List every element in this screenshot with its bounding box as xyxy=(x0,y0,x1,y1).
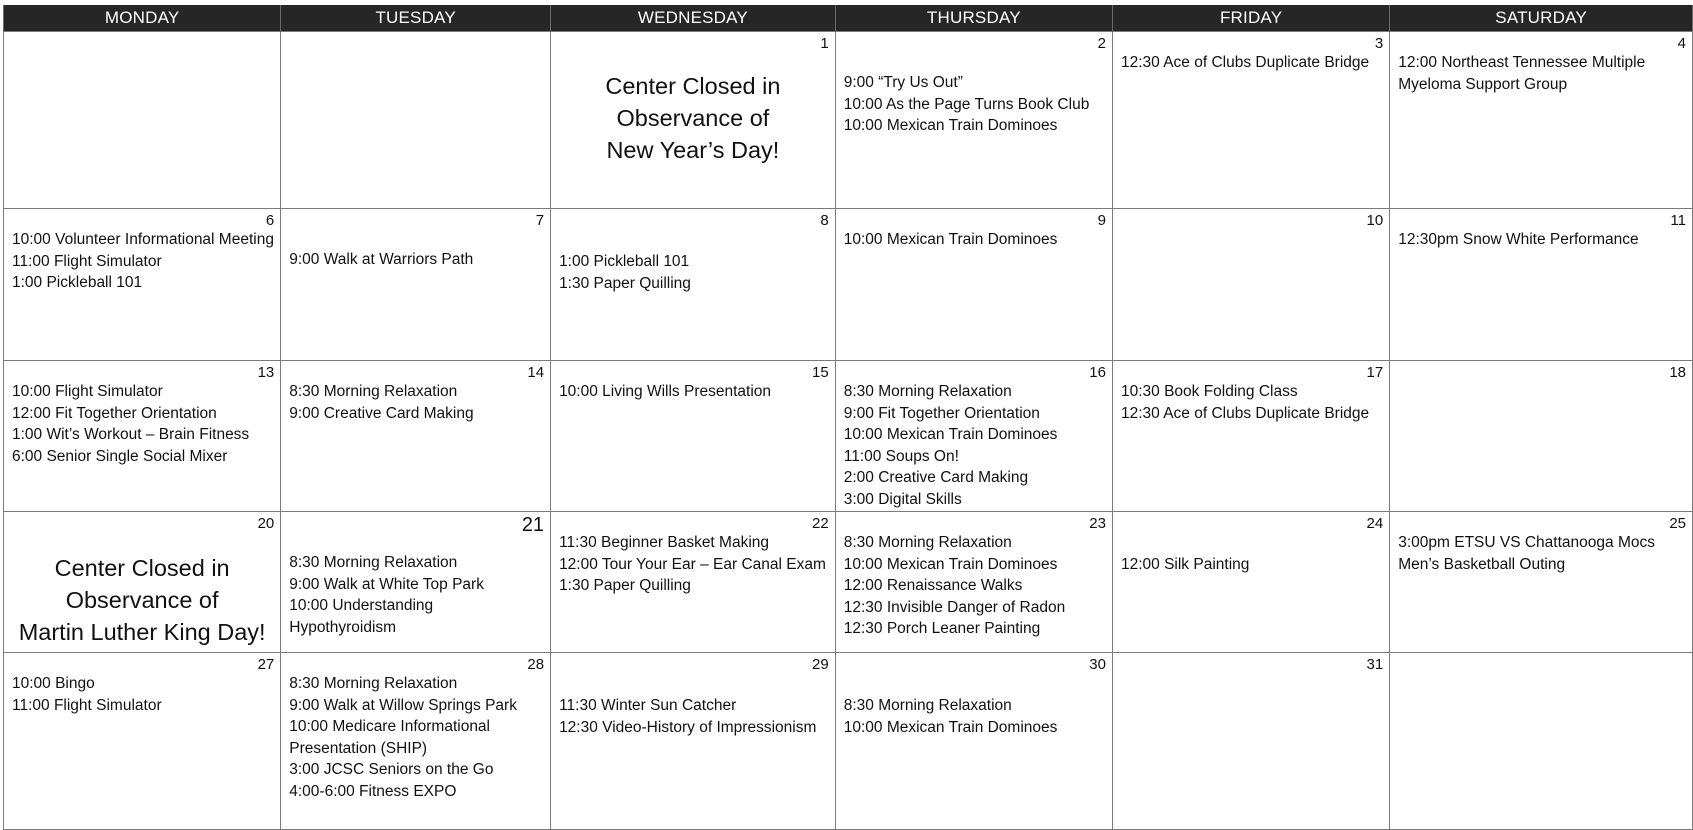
event-item: 11:00 Flight Simulator xyxy=(12,252,162,270)
event-item: 10:30 Book Folding Class xyxy=(1120,383,1298,400)
event-list xyxy=(281,32,550,52)
event-item: 3:00 JCSC Seniors on the Go xyxy=(289,761,494,778)
event-list xyxy=(1113,209,1389,229)
event-item: 9:00 Walk at White Top Park xyxy=(289,575,484,593)
day-cell-tuesday xyxy=(281,512,551,653)
day-cell-monday xyxy=(4,512,281,653)
event-list xyxy=(551,361,835,403)
day-cell-saturday xyxy=(1390,512,1693,653)
event-item: 8:30 Morning Relaxation xyxy=(289,383,458,400)
event-list xyxy=(1113,512,1389,576)
week-row xyxy=(4,512,1693,653)
weekday-header-row xyxy=(4,5,1693,32)
day-cell-thursday xyxy=(835,653,1112,830)
day-number: 6 xyxy=(265,212,275,229)
event-list xyxy=(1390,32,1692,95)
event-list xyxy=(836,361,1112,510)
event-item: 10:00 Volunteer Informational Meeting xyxy=(12,231,274,248)
event-item: 8:30 Morning Relaxation xyxy=(289,554,458,571)
day-cell-monday xyxy=(4,361,281,512)
day-number: 22 xyxy=(812,515,829,532)
closure-notice-line: Center Closed in xyxy=(54,555,230,581)
day-cell-thursday xyxy=(835,209,1112,361)
event-item: 10:00 Understanding Hypothyroidism xyxy=(289,597,434,636)
day-number: 28 xyxy=(527,656,545,673)
day-number: 4 xyxy=(1677,35,1686,52)
event-item: 11:00 Soups On! xyxy=(843,447,959,465)
day-number: 23 xyxy=(1089,515,1106,532)
event-list xyxy=(1390,653,1692,673)
closure-notice-line: Center Closed in xyxy=(605,73,781,99)
event-item: 11:00 Flight Simulator xyxy=(12,696,162,714)
event-item: 12:30 Ace of Clubs Duplicate Bridge xyxy=(1120,404,1370,422)
day-number: 17 xyxy=(1366,364,1384,381)
day-cell-friday xyxy=(1112,361,1389,512)
event-item: 9:00 “Try Us Out” xyxy=(843,74,963,91)
day-cell-thursday xyxy=(835,32,1112,209)
event-list xyxy=(551,209,835,294)
event-list xyxy=(1113,361,1389,424)
closure-notice-line: Martin Luther King Day! xyxy=(18,619,266,645)
closure-notice-line: New Year’s Day! xyxy=(606,137,780,163)
event-list xyxy=(4,653,280,716)
day-cell-monday xyxy=(4,209,281,361)
event-item: 12:30 Porch Leaner Painting xyxy=(843,620,1041,637)
event-item: 3:00pm ETSU VS Chattanooga Mocs Men’s Basketball Outing xyxy=(1398,534,1655,573)
week-row xyxy=(4,32,1693,209)
calendar xyxy=(3,5,1693,830)
day-cell-tuesday xyxy=(281,361,551,512)
event-item: 8:30 Morning Relaxation xyxy=(843,383,1012,400)
day-number: 20 xyxy=(257,515,275,532)
closure-notice-line: Observance of xyxy=(616,105,770,131)
day-cell-wednesday xyxy=(551,653,836,830)
day-cell-thursday xyxy=(835,512,1112,653)
event-list xyxy=(281,653,550,802)
event-list xyxy=(551,512,835,597)
event-item: 6:00 Senior Single Social Mixer xyxy=(12,447,228,465)
event-item: 1:00 Wit’s Workout – Brain Fitness xyxy=(12,426,250,443)
event-list xyxy=(836,32,1112,137)
event-item: 10:00 Mexican Train Dominoes xyxy=(843,718,1058,736)
day-cell-friday xyxy=(1112,32,1389,209)
day-cell-saturday xyxy=(1390,32,1693,209)
day-cell-wednesday xyxy=(551,361,836,512)
day-number: 2 xyxy=(1097,35,1106,52)
event-item: 8:30 Morning Relaxation xyxy=(843,697,1012,714)
weekday-friday: FRIDAY xyxy=(1112,5,1389,32)
event-item: 12:00 Tour Your Ear – Ear Canal Exam xyxy=(559,555,826,573)
week-row xyxy=(4,361,1693,512)
day-number: 7 xyxy=(535,212,545,229)
day-cell-wednesday xyxy=(551,32,836,209)
event-list xyxy=(4,32,280,52)
day-cell-tuesday xyxy=(281,32,551,209)
event-item: 12:00 Silk Painting xyxy=(1120,556,1250,573)
event-item: 10:00 Mexican Train Dominoes xyxy=(843,231,1058,248)
event-list xyxy=(4,512,280,532)
day-cell-saturday xyxy=(1390,209,1693,361)
event-item: 11:30 Winter Sun Catcher xyxy=(559,697,737,714)
day-cell-tuesday xyxy=(281,653,551,830)
event-item: 8:30 Morning Relaxation xyxy=(843,534,1012,551)
day-cell-monday xyxy=(4,653,281,830)
day-cell-wednesday xyxy=(551,512,836,653)
day-number: 25 xyxy=(1669,515,1686,532)
event-item: 1:30 Paper Quilling xyxy=(559,577,691,594)
day-cell-friday xyxy=(1112,653,1389,830)
event-item: 12:30 Video-History of Impressionism xyxy=(559,718,817,736)
event-item: 9:00 Walk at Willow Springs Park xyxy=(289,696,517,714)
day-number: 31 xyxy=(1366,656,1384,673)
day-number: 8 xyxy=(820,212,829,229)
day-cell-tuesday xyxy=(281,209,551,361)
event-item: 10:00 Mexican Train Dominoes xyxy=(843,555,1058,573)
event-item: 1:00 Pickleball 101 xyxy=(559,253,690,270)
day-number: 29 xyxy=(812,656,829,673)
day-number: 13 xyxy=(257,364,275,381)
event-list xyxy=(551,653,835,738)
event-item: 4:00-6:00 Fitness EXPO xyxy=(289,782,457,800)
event-item: 10:00 Medicare Informational Presentation (SHIP) xyxy=(289,718,491,757)
event-item: 9:00 Fit Together Orientation xyxy=(843,404,1040,422)
day-cell-monday xyxy=(4,32,281,209)
day-cell-wednesday xyxy=(551,209,836,361)
event-item: 9:00 Creative Card Making xyxy=(289,404,474,422)
day-number: 1 xyxy=(820,35,829,52)
day-number: 27 xyxy=(257,656,275,673)
event-item: 12:00 Northeast Tennessee Multiple Myeloma Support Group xyxy=(1398,54,1646,93)
day-number: 11 xyxy=(1670,212,1686,229)
closure-notice-line: Observance of xyxy=(65,587,219,613)
event-item: 9:00 Walk at Warriors Path xyxy=(289,251,474,268)
day-number: 3 xyxy=(1374,35,1384,52)
event-item: 10:00 Mexican Train Dominoes xyxy=(843,426,1058,443)
event-list xyxy=(281,209,550,271)
week-row xyxy=(4,209,1693,361)
event-item: 10:00 As the Page Turns Book Club xyxy=(843,95,1090,113)
day-number: 16 xyxy=(1089,364,1106,381)
event-item: 12:30 Ace of Clubs Duplicate Bridge xyxy=(1120,54,1370,71)
closure-notice xyxy=(4,552,280,648)
event-item: 11:30 Beginner Basket Making xyxy=(559,534,770,551)
day-number: 15 xyxy=(812,364,829,381)
day-cell-saturday xyxy=(1390,361,1693,512)
day-number: 18 xyxy=(1669,364,1686,381)
event-list xyxy=(281,512,550,638)
event-item: 10:00 Living Wills Presentation xyxy=(559,383,772,400)
event-item: 12:00 Fit Together Orientation xyxy=(12,404,217,422)
calendar-grid xyxy=(3,5,1693,830)
day-cell-friday xyxy=(1112,209,1389,361)
weekday-wednesday: WEDNESDAY xyxy=(551,5,836,32)
event-item: 8:30 Morning Relaxation xyxy=(289,675,458,692)
event-item: 10:00 Mexican Train Dominoes xyxy=(843,117,1058,134)
event-list xyxy=(1113,32,1389,74)
event-item: 1:00 Pickleball 101 xyxy=(12,274,143,291)
week-row xyxy=(4,653,1693,830)
event-list xyxy=(281,361,550,424)
weekday-tuesday: TUESDAY xyxy=(281,5,551,32)
day-number: 21 xyxy=(521,514,545,536)
event-list xyxy=(836,209,1112,251)
event-list xyxy=(836,653,1112,738)
day-cell-saturday xyxy=(1390,653,1693,830)
day-number: 9 xyxy=(1097,212,1106,229)
event-item: 12:00 Renaissance Walks xyxy=(843,577,1023,594)
event-item: 10:00 Flight Simulator xyxy=(12,383,163,400)
day-number: 24 xyxy=(1366,515,1384,532)
event-item: 12:30 Invisible Danger of Radon xyxy=(843,598,1066,616)
event-list xyxy=(1390,209,1692,251)
day-number: 30 xyxy=(1089,656,1106,673)
day-number: 14 xyxy=(527,364,545,381)
event-list xyxy=(551,32,835,52)
event-list xyxy=(836,512,1112,640)
event-list xyxy=(1390,361,1692,381)
day-cell-thursday xyxy=(835,361,1112,512)
closure-notice xyxy=(551,70,835,166)
event-item: 3:00 Digital Skills xyxy=(843,490,962,508)
weekday-monday: MONDAY xyxy=(4,5,281,32)
event-list xyxy=(4,209,280,294)
event-list xyxy=(1390,512,1692,575)
event-item: 2:00 Creative Card Making xyxy=(843,469,1029,486)
day-cell-friday xyxy=(1112,512,1389,653)
event-list xyxy=(4,361,280,467)
event-item: 10:00 Bingo xyxy=(12,675,95,692)
weekday-thursday: THURSDAY xyxy=(835,5,1112,32)
weekday-saturday: SATURDAY xyxy=(1390,5,1693,32)
event-list xyxy=(1113,653,1389,673)
event-item: 12:30pm Snow White Performance xyxy=(1398,231,1639,248)
day-number: 10 xyxy=(1366,212,1384,229)
event-item: 1:30 Paper Quilling xyxy=(559,274,691,292)
